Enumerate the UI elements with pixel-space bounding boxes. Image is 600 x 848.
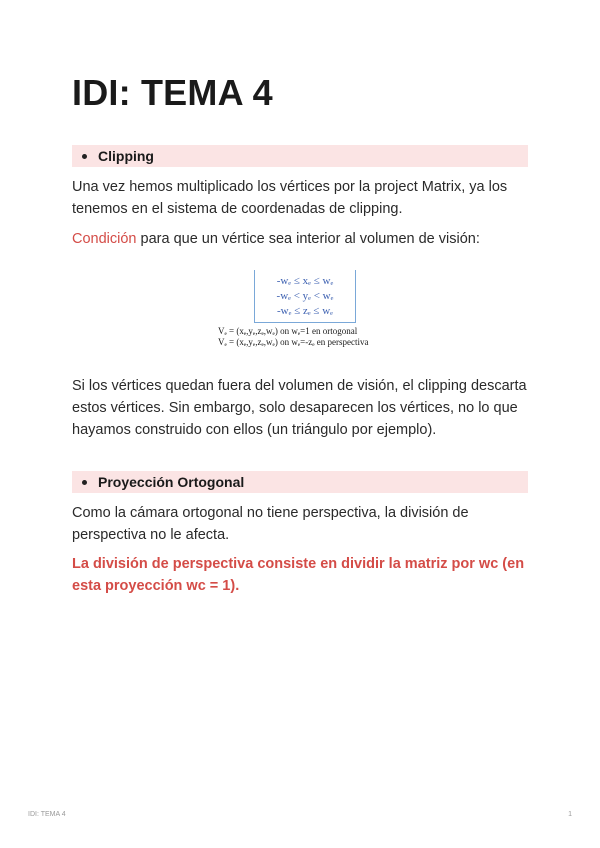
footer-page-number: 1 bbox=[568, 811, 572, 818]
section-label: Proyección Ortogonal bbox=[98, 474, 245, 490]
formula-line-x: -wₑ ≤ xₑ ≤ wₑ bbox=[276, 275, 334, 287]
section-label: Clipping bbox=[98, 148, 154, 164]
bullet-icon bbox=[82, 480, 87, 485]
condition-text: para que un vértice sea interior al volumen de visión: bbox=[136, 231, 480, 247]
formula-line-z: -wₑ ≤ zₑ ≤ wₑ bbox=[277, 305, 333, 317]
formula-box bbox=[254, 270, 356, 323]
formula-line-y: -wₑ < yₑ < wₑ bbox=[276, 290, 334, 302]
footer-title: IDI: TEMA 4 bbox=[28, 811, 66, 818]
formula-caption-orthogonal: Vₑ = (xₑ,yₑ,zₑ,wₑ) on wₑ=1 en ortogonal bbox=[218, 326, 358, 336]
section-heading-clipping bbox=[72, 145, 528, 167]
clipping-condition-formula-image bbox=[218, 270, 388, 352]
page-title: IDI: TEMA 4 bbox=[72, 72, 273, 113]
section-heading-proyeccion-ortogonal bbox=[72, 471, 528, 493]
clipping-intro-paragraph: Una vez hemos multiplicado los vértices por la project Matrix, ya los tenemos en el sistema de coordenadas de clipping. bbox=[72, 179, 508, 217]
ortogonal-paragraph: Como la cámara ortogonal no tiene perspectiva, la división de perspectiva no le afecta. bbox=[72, 505, 469, 543]
bullet-icon bbox=[82, 154, 87, 159]
formula-caption-perspective: Vₑ = (xₑ,yₑ,zₑ,wₑ) on wₑ=-zₑ en perspectiva bbox=[218, 337, 369, 347]
clipping-discard-paragraph: Si los vértices quedan fuera del volumen de visión, el clipping descarta estos vértices. Sin embargo, solo desaparecen los vértices, no lo que hayamos construido con ellos (un triángulo por ejemplo). bbox=[72, 378, 527, 438]
condition-highlight: Condición bbox=[72, 231, 137, 247]
condition-paragraph bbox=[72, 228, 532, 250]
perspective-division-highlight: La división de perspectiva consiste en dividir la matriz por wc (en esta proyección wc = 1). bbox=[72, 556, 525, 594]
